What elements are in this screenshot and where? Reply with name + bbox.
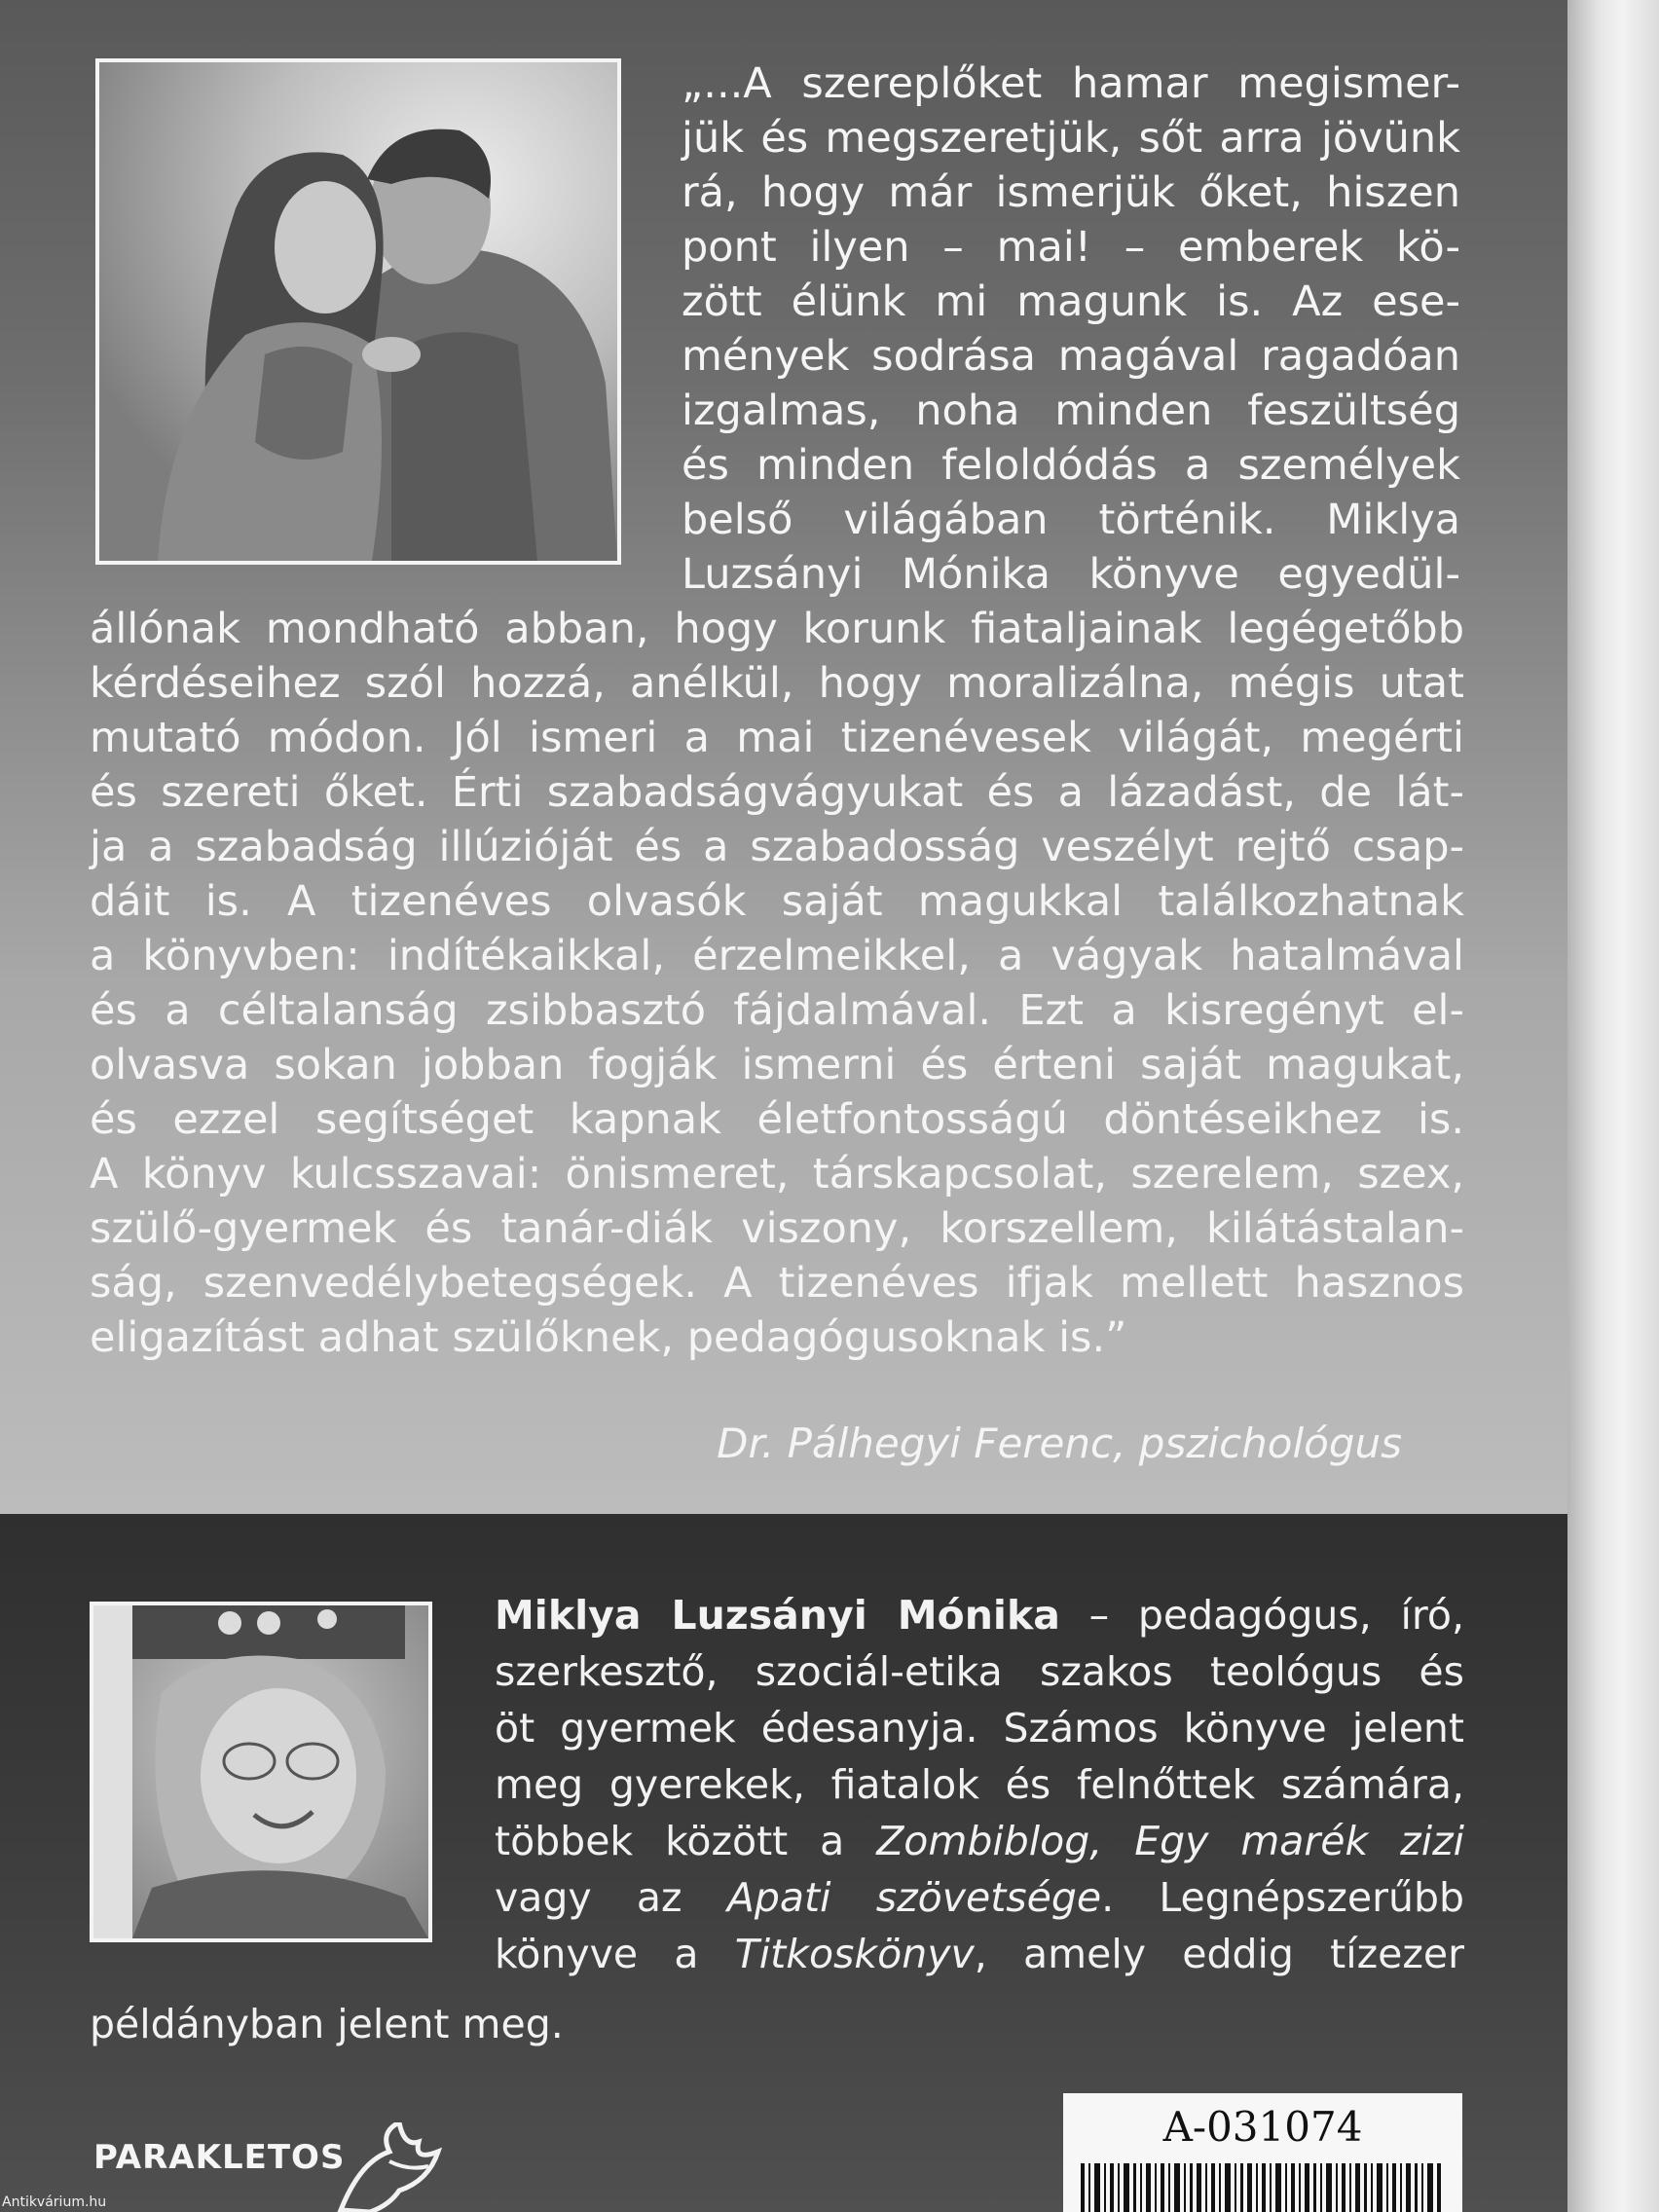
bio-line-text: . Legnépszerűbb	[1101, 1874, 1464, 1921]
quote-line: belső világában történik. Miklya	[682, 496, 1460, 544]
quote-line: mények sodrása magával ragadóan	[682, 332, 1460, 381]
quote-attribution: Dr. Pálhegyi Ferenc, pszichológus	[717, 1419, 1402, 1467]
quote-line: és minden feloldódás a személyek	[682, 441, 1460, 490]
bio-line	[495, 1869, 1464, 1926]
quote-line: mutató módon. Jól ismeri a mai tizenévesek világát, megérti	[90, 714, 1464, 762]
quote-line: dáit is. A tizenéves olvasók saját magukkal találkozhatnak	[90, 877, 1464, 926]
quote-text-beside-photo	[682, 56, 1460, 602]
bio-line-text: könyve a	[495, 1931, 735, 1977]
author-bio-beside-photo	[495, 1587, 1464, 1982]
quote-line: zött élünk mi magunk is. Az ese-	[682, 277, 1460, 326]
barcode-label: A-031074	[1162, 2103, 1363, 2151]
author-photo	[90, 1602, 432, 1942]
bio-line	[495, 1587, 1464, 1643]
book-titles: Zombiblog, Egy marék zizi	[876, 1818, 1464, 1864]
page-edge	[1567, 0, 1659, 2212]
author-name: Miklya Luzsányi Mónika	[495, 1592, 1060, 1639]
quote-line: pont ilyen – mai! – emberek kö-	[682, 223, 1460, 272]
quote-text-full-width	[90, 602, 1464, 1365]
bio-line: meg gyerekek, fiatalok és felnőttek számára,	[495, 1761, 1464, 1808]
barcode-sticker	[1063, 2093, 1462, 2212]
quote-line: kérdéseihez szól hozzá, anélkül, hogy moralizálna, mégis utat	[90, 659, 1464, 708]
watermark: Antikvárium.hu	[2, 2194, 107, 2210]
couple-photo-illustration	[99, 62, 617, 561]
quote-line: és ezzel segítséget kapnak életfontosságú döntéseikhez is.	[90, 1095, 1464, 1144]
quote-line: eligazítást adhat szülőknek, pedagógusoknak is.”	[90, 1313, 1127, 1362]
bio-line: öt gyermek édesanyja. Számos könyve jelent	[495, 1705, 1464, 1751]
quote-line: ja a szabadság illúzióját és a szabadosság veszélyt rejtő csap-	[90, 823, 1464, 871]
bio-line: szerkesztő, szociál-etika szakos teológus és	[495, 1648, 1464, 1695]
quote-line: „...A szereplőket hamar megismer-	[682, 59, 1460, 108]
bio-line-text: többek között a	[495, 1818, 877, 1864]
quote-line: rá, hogy már ismerjük őket, hiszen	[682, 168, 1460, 217]
bio-line	[495, 1926, 1464, 1982]
author-photo-illustration	[93, 1605, 428, 1938]
publisher-name: PARAKLETOS	[93, 2138, 346, 2177]
author-bio-full-width: példányban jelent meg.	[90, 2001, 564, 2047]
quote-line: ság, szenvedélybetegségek. A tizenéves ifjak mellett hasznos	[90, 1259, 1464, 1308]
bio-line-text: vagy az	[495, 1874, 727, 1921]
quote-line: olvasva sokan jobban fogják ismerni és érteni saját magukat,	[90, 1041, 1464, 1089]
quote-line: állónak mondható abban, hogy korunk fiataljainak legégetőbb	[90, 605, 1464, 653]
bio-line-text: , amely eddig tízezer	[974, 1931, 1464, 1977]
dove-logo-icon	[331, 2122, 458, 2212]
quote-line: Luzsányi Mónika könyve egyedül-	[682, 550, 1460, 599]
quote-line: a könyvben: indítékaikkal, érzelmeikkel, a vágyak hatalmával	[90, 932, 1464, 980]
quote-line: szülő-gyermek és tanár-diák viszony, korszellem, kilátástalan-	[90, 1204, 1464, 1253]
barcode-icon	[1081, 2163, 1445, 2212]
couple-photo	[95, 58, 621, 565]
quote-line: A könyv kulcsszavai: önismeret, társkapcsolat, szerelem, szex,	[90, 1150, 1464, 1198]
bio-line	[495, 1813, 1464, 1869]
quote-line: jük és megszeretjük, sőt arra jövünk	[682, 114, 1460, 163]
quote-line: és szereti őket. Érti szabadságvágyukat és a lázadást, de lát-	[90, 768, 1464, 817]
book-title: Apati szövetsége	[726, 1874, 1102, 1921]
bio-line-text: – pedagógus, író,	[1059, 1592, 1464, 1639]
quote-line: izgalmas, noha minden feszültség	[682, 387, 1460, 435]
quote-line: és a céltalanság zsibbasztó fájdalmával. Ezt a kisregényt el-	[90, 986, 1464, 1035]
book-title: Titkoskönyv	[734, 1931, 975, 1977]
